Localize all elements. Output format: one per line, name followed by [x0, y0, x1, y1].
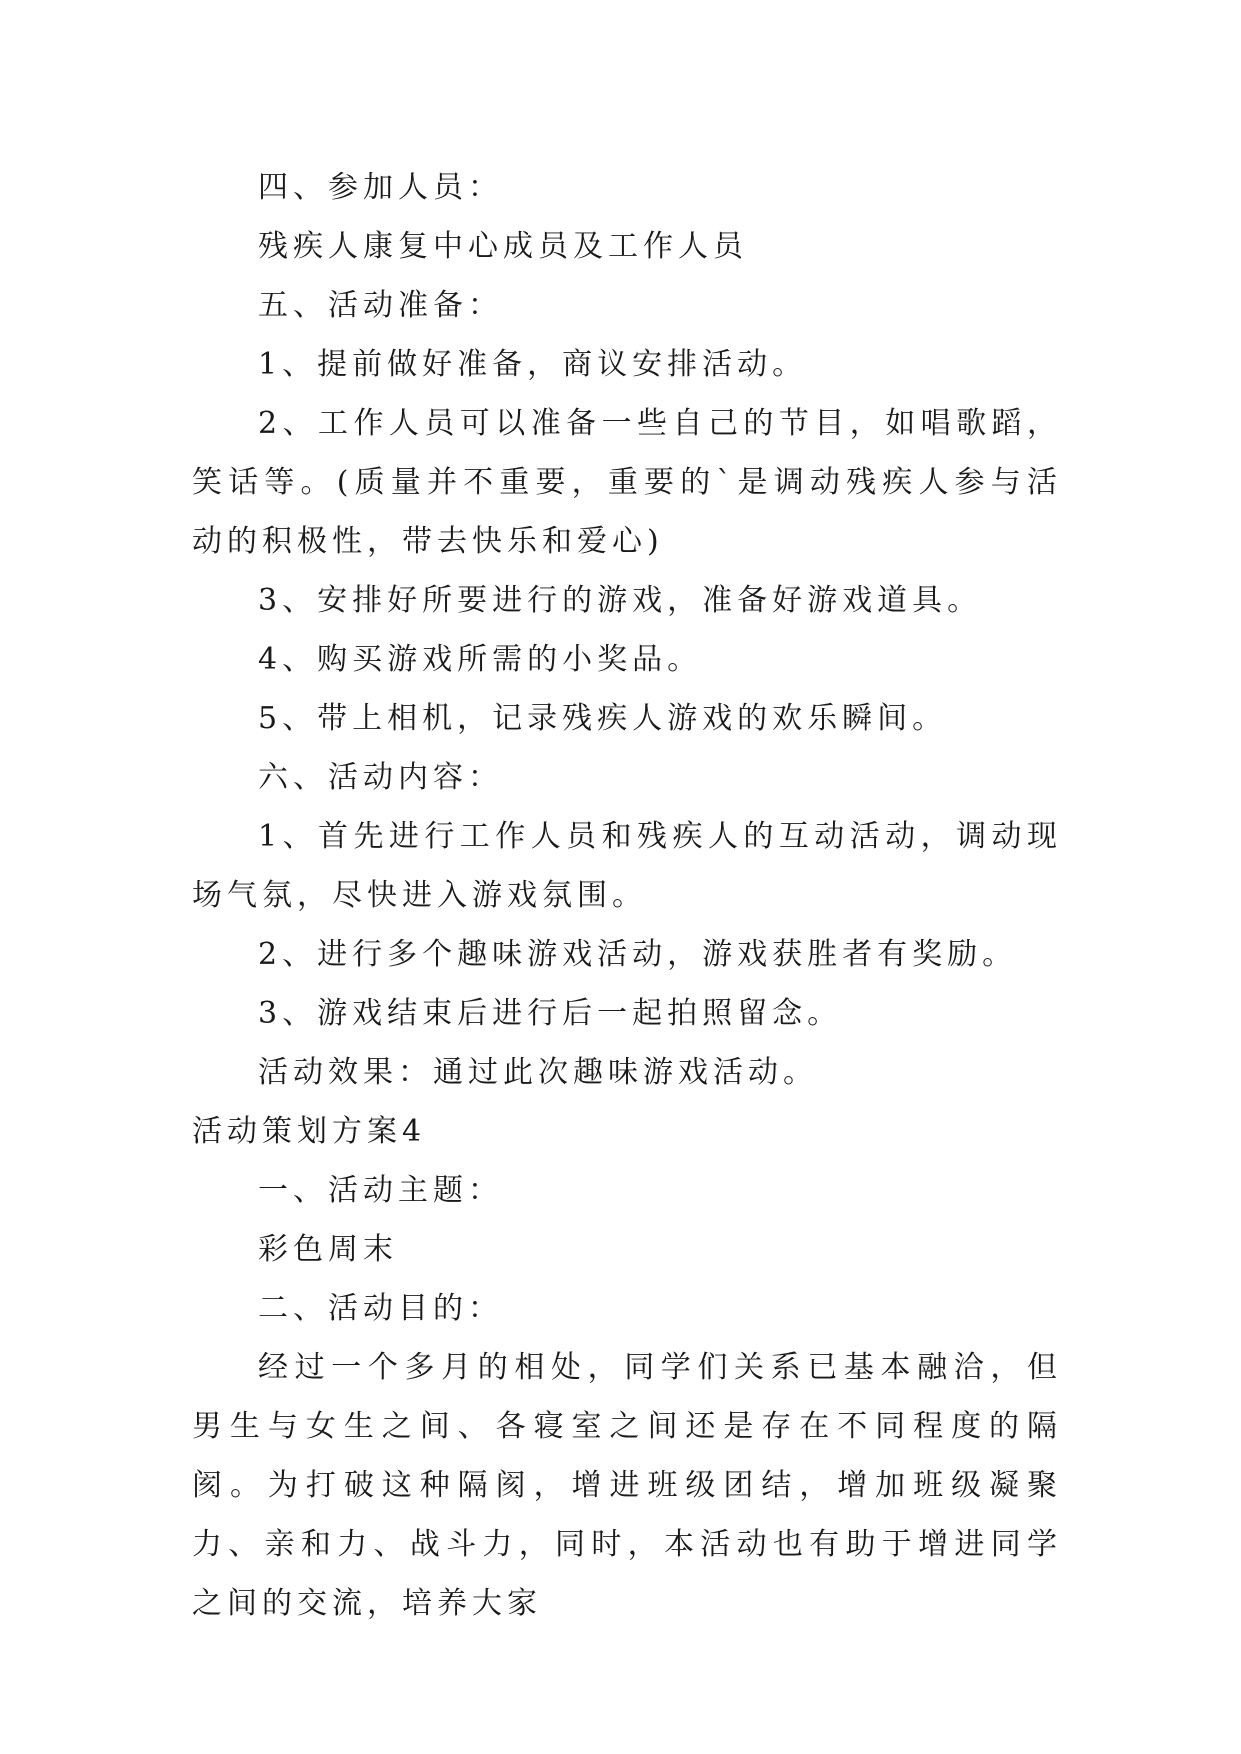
section-heading-participants: 四、参加人员： [258, 170, 503, 205]
document-body [192, 158, 1062, 1633]
section-heading-theme: 一、活动主题： [258, 1173, 503, 1208]
plan-title: 活动策划方案4 [192, 1114, 427, 1149]
section-heading-purpose: 二、活动目的： [258, 1291, 503, 1326]
list-item-content-1: 1、首先进行工作人员和残疾人的互动活动，调动现场气氛，尽快进入游戏氛围。 [192, 819, 1062, 913]
paragraph-effect: 活动效果：通过此次趣味游戏活动。 [258, 1055, 818, 1090]
list-item-preparation-3: 3、安排好所要进行的游戏，准备好游戏道具。 [258, 583, 983, 618]
section-heading-preparation: 五、活动准备： [258, 288, 503, 323]
list-item-preparation-5: 5、带上相机，记录残疾人游戏的欢乐瞬间。 [258, 701, 948, 736]
paragraph-participants: 残疾人康复中心成员及工作人员 [258, 229, 748, 264]
paragraph-purpose: 经过一个多月的相处，同学们关系已基本融洽，但男生与女生之间、各寝室之间还是存在不同程度的隔阂。为打破这种隔阂，增进班级团结，增加班级凝聚力、亲和力、战斗力，同时，本活动也有助于增进同学之间的交流，培养大家 [192, 1350, 1062, 1621]
paragraph-theme: 彩色周末 [258, 1232, 398, 1267]
section-heading-content: 六、活动内容： [258, 760, 503, 795]
list-item-preparation-2: 2、工作人员可以准备一些自己的节目，如唱歌蹈，笑话等。(质量并不重要，重要的`是调动残疾人参与活动的积极性，带去快乐和爱心) [192, 406, 1062, 559]
list-item-preparation-1: 1、提前做好准备，商议安排活动。 [258, 347, 808, 382]
list-item-content-2: 2、进行多个趣味游戏活动，游戏获胜者有奖励。 [258, 937, 1018, 972]
list-item-content-3: 3、游戏结束后进行后一起拍照留念。 [258, 996, 843, 1031]
list-item-preparation-4: 4、购买游戏所需的小奖品。 [258, 642, 703, 677]
